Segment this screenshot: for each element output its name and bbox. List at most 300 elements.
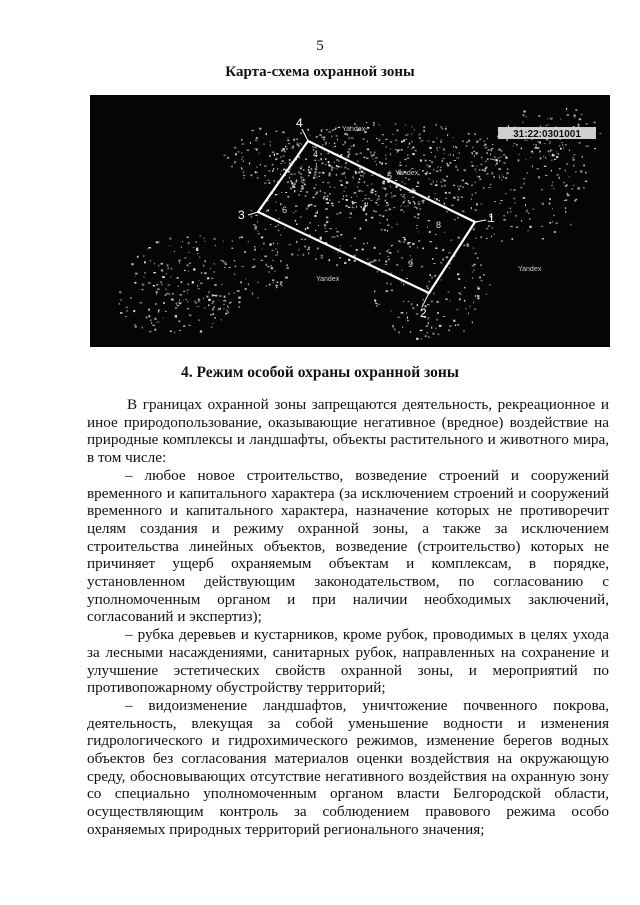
texture-speck	[431, 152, 432, 153]
texture-speck	[301, 185, 303, 187]
texture-speck	[411, 168, 413, 169]
texture-speck	[510, 226, 512, 227]
texture-speck	[241, 139, 242, 141]
texture-speck	[479, 169, 481, 170]
texture-speck	[290, 174, 292, 175]
texture-speck	[400, 241, 402, 242]
texture-speck	[268, 266, 270, 267]
texture-speck	[432, 333, 434, 335]
texture-speck	[434, 193, 435, 194]
texture-speck	[526, 140, 528, 141]
texture-speck	[223, 241, 224, 242]
texture-speck	[432, 258, 434, 260]
texture-speck	[428, 317, 430, 318]
texture-speck	[569, 176, 570, 178]
texture-speck	[263, 144, 265, 145]
texture-speck	[393, 327, 394, 329]
texture-speck	[458, 293, 460, 294]
texture-speck	[475, 133, 476, 135]
texture-speck	[162, 284, 163, 286]
texture-speck	[357, 161, 359, 162]
texture-speck	[551, 170, 552, 172]
texture-speck	[279, 218, 280, 219]
texture-speck	[243, 178, 244, 179]
texture-speck	[341, 174, 343, 175]
paragraph-intro: В границах охранной зоны запрещаются деятельность, рекреационное и иное природопользование, оказывающие негативное (вредное) воздействие на природные комплексы и ландшафты, объекты растительного и животного мира, в том числе:	[87, 396, 609, 467]
texture-speck	[357, 196, 358, 197]
texture-speck	[365, 128, 366, 129]
texture-speck	[566, 185, 568, 187]
texture-speck	[510, 189, 512, 190]
texture-speck	[356, 206, 357, 208]
texture-speck	[283, 155, 285, 157]
protection-zone-boundary	[258, 141, 475, 293]
texture-speck	[495, 159, 497, 161]
texture-speck	[359, 168, 361, 170]
texture-speck	[135, 326, 137, 328]
texture-speck	[582, 156, 583, 158]
texture-speck	[401, 182, 404, 183]
texture-speck	[443, 316, 445, 317]
texture-speck	[549, 155, 550, 156]
texture-speck	[364, 157, 366, 158]
texture-speck	[280, 163, 282, 164]
texture-speck	[264, 166, 267, 167]
region-label: 6	[282, 205, 288, 215]
texture-speck	[313, 177, 315, 179]
texture-speck	[228, 311, 229, 313]
texture-speck	[218, 300, 219, 301]
texture-speck	[326, 202, 328, 204]
texture-speck	[368, 198, 370, 199]
texture-speck	[448, 192, 451, 194]
texture-speck	[158, 265, 159, 267]
texture-speck	[458, 157, 460, 158]
texture-speck	[334, 162, 335, 163]
texture-speck	[351, 137, 354, 138]
texture-speck	[264, 256, 267, 258]
texture-speck	[183, 300, 184, 301]
texture-speck	[272, 260, 274, 261]
texture-speck	[304, 184, 306, 186]
texture-speck	[491, 236, 492, 237]
texture-speck	[294, 190, 295, 192]
texture-speck	[586, 123, 588, 124]
texture-speck	[379, 222, 380, 224]
texture-speck	[254, 249, 256, 251]
texture-speck	[424, 130, 425, 132]
texture-speck	[294, 174, 296, 175]
texture-speck	[298, 249, 299, 251]
texture-speck	[387, 230, 388, 232]
texture-speck	[472, 165, 474, 167]
texture-speck	[331, 136, 332, 138]
texture-speck	[286, 146, 288, 147]
texture-speck	[242, 156, 243, 157]
texture-speck	[455, 325, 456, 326]
texture-speck	[583, 164, 585, 166]
texture-speck	[463, 245, 465, 246]
texture-speck	[477, 286, 478, 287]
texture-speck	[479, 277, 481, 279]
texture-speck	[321, 153, 322, 155]
texture-speck	[334, 129, 336, 130]
texture-speck	[500, 148, 501, 149]
texture-speck	[421, 266, 424, 268]
texture-speck	[335, 128, 336, 130]
texture-speck	[444, 185, 446, 187]
texture-speck	[457, 186, 459, 187]
texture-speck	[371, 155, 373, 157]
texture-speck	[537, 168, 539, 169]
texture-speck	[241, 159, 242, 160]
texture-speck	[199, 306, 200, 307]
texture-speck	[472, 153, 473, 155]
texture-speck	[125, 316, 126, 317]
texture-speck	[200, 235, 201, 237]
texture-speck	[476, 203, 478, 205]
texture-speck	[388, 249, 389, 250]
texture-speck	[140, 302, 142, 303]
texture-speck	[581, 114, 583, 115]
texture-speck	[334, 146, 336, 147]
texture-speck	[307, 129, 309, 131]
texture-speck	[290, 169, 291, 170]
texture-speck	[488, 150, 489, 152]
texture-speck	[492, 144, 494, 145]
texture-speck	[390, 154, 391, 156]
texture-speck	[382, 134, 384, 135]
texture-speck	[484, 170, 485, 172]
texture-speck	[344, 172, 346, 173]
texture-speck	[301, 179, 302, 180]
texture-speck	[170, 276, 171, 278]
section-heading: 4. Режим особой охраны охранной зоны	[181, 364, 459, 381]
texture-speck	[386, 202, 388, 204]
texture-speck	[350, 213, 352, 215]
texture-speck	[382, 143, 384, 144]
texture-speck	[414, 207, 416, 208]
texture-speck	[445, 128, 447, 130]
texture-speck	[487, 138, 488, 140]
texture-speck	[479, 179, 481, 180]
texture-speck	[563, 182, 565, 183]
texture-speck	[394, 328, 396, 330]
texture-speck	[256, 137, 258, 138]
texture-speck	[189, 325, 191, 326]
texture-speck	[402, 270, 403, 271]
texture-speck	[326, 142, 327, 143]
texture-speck	[244, 251, 246, 252]
texture-speck	[411, 148, 412, 149]
texture-speck	[336, 264, 338, 266]
texture-speck	[181, 247, 182, 248]
texture-speck	[448, 252, 451, 253]
texture-speck	[320, 190, 321, 192]
texture-speck	[316, 166, 318, 168]
texture-speck	[133, 310, 135, 312]
texture-speck	[375, 202, 377, 203]
texture-speck	[437, 137, 438, 138]
texture-speck	[587, 146, 589, 147]
texture-speck	[457, 196, 459, 197]
texture-speck	[315, 168, 318, 170]
texture-speck	[461, 197, 463, 198]
texture-speck	[331, 169, 333, 171]
texture-speck	[472, 321, 473, 323]
texture-speck	[395, 144, 396, 145]
texture-speck	[315, 185, 317, 186]
texture-speck	[552, 208, 553, 210]
texture-speck	[444, 232, 445, 233]
texture-speck	[573, 157, 574, 159]
texture-speck	[510, 211, 512, 212]
texture-speck	[392, 325, 394, 327]
texture-speck	[594, 148, 596, 149]
texture-speck	[323, 198, 325, 200]
texture-speck	[449, 267, 451, 268]
texture-speck	[221, 319, 222, 320]
texture-speck	[189, 314, 192, 316]
texture-speck	[342, 198, 344, 200]
texture-speck	[380, 139, 381, 140]
texture-speck	[348, 154, 350, 156]
texture-speck	[473, 269, 474, 271]
texture-speck	[513, 146, 514, 147]
texture-speck	[556, 223, 558, 224]
texture-speck	[308, 175, 310, 176]
texture-speck	[206, 296, 208, 298]
texture-speck	[292, 147, 294, 149]
texture-speck	[178, 302, 180, 304]
texture-speck	[422, 201, 424, 203]
texture-speck	[419, 134, 421, 136]
texture-speck	[346, 134, 348, 136]
texture-speck	[439, 200, 440, 202]
texture-speck	[313, 197, 315, 198]
texture-speck	[516, 144, 518, 145]
texture-speck	[390, 186, 391, 188]
texture-speck	[361, 206, 362, 208]
texture-speck	[600, 133, 602, 134]
texture-speck	[272, 250, 274, 251]
texture-speck	[166, 273, 167, 274]
texture-speck	[289, 159, 291, 161]
texture-speck	[425, 160, 427, 162]
texture-speck	[268, 209, 269, 211]
texture-speck	[329, 199, 330, 201]
texture-speck	[211, 327, 213, 328]
texture-speck	[214, 263, 215, 264]
texture-speck	[404, 194, 405, 195]
texture-speck	[339, 257, 341, 258]
texture-speck	[220, 260, 222, 261]
texture-speck	[529, 218, 531, 219]
texture-speck	[549, 203, 551, 205]
texture-speck	[573, 159, 575, 161]
texture-speck	[494, 234, 495, 235]
texture-speck	[367, 185, 369, 186]
texture-speck	[315, 193, 317, 195]
texture-speck	[458, 197, 459, 198]
texture-speck	[252, 293, 253, 294]
texture-speck	[462, 187, 464, 189]
texture-speck	[397, 150, 399, 152]
place-label: Yandex	[518, 266, 542, 273]
texture-speck	[412, 126, 413, 128]
texture-speck	[161, 281, 162, 283]
texture-speck	[381, 163, 383, 165]
texture-speck	[353, 178, 354, 179]
texture-speck	[363, 139, 365, 140]
texture-speck	[565, 211, 566, 213]
texture-speck	[172, 293, 174, 295]
texture-speck	[243, 161, 244, 162]
texture-speck	[523, 121, 524, 123]
texture-speck	[234, 147, 236, 149]
texture-speck	[453, 320, 456, 322]
texture-speck	[575, 171, 577, 173]
texture-speck	[205, 307, 206, 309]
texture-speck	[321, 255, 323, 257]
texture-speck	[452, 137, 453, 138]
texture-speck	[277, 243, 278, 244]
texture-speck	[446, 126, 447, 127]
texture-speck	[269, 284, 271, 286]
texture-speck	[450, 154, 451, 156]
texture-speck	[274, 180, 276, 182]
texture-speck	[314, 205, 317, 207]
place-label: Yandex	[316, 276, 340, 283]
texture-speck	[322, 162, 324, 164]
texture-speck	[505, 193, 507, 194]
texture-speck	[417, 182, 419, 184]
texture-speck	[399, 165, 401, 166]
texture-speck	[184, 258, 186, 259]
texture-speck	[305, 228, 306, 230]
texture-speck	[358, 182, 361, 184]
texture-speck	[426, 332, 428, 333]
texture-speck	[218, 308, 221, 310]
texture-speck	[224, 296, 226, 298]
texture-speck	[222, 260, 224, 261]
texture-speck	[212, 278, 213, 279]
texture-speck	[193, 268, 195, 270]
texture-speck	[198, 299, 201, 300]
texture-speck	[430, 241, 432, 242]
texture-speck	[417, 217, 419, 218]
texture-speck	[390, 141, 392, 143]
texture-speck	[169, 238, 171, 240]
texture-speck	[579, 118, 582, 120]
texture-speck	[169, 246, 170, 247]
texture-speck	[277, 251, 278, 253]
texture-speck	[459, 298, 461, 300]
texture-speck	[407, 317, 408, 319]
texture-speck	[578, 187, 580, 189]
texture-speck	[551, 185, 553, 186]
texture-speck	[328, 161, 330, 163]
texture-speck	[554, 159, 556, 160]
texture-speck	[163, 318, 164, 319]
texture-speck	[280, 234, 281, 236]
texture-speck	[330, 173, 331, 175]
texture-speck	[562, 144, 563, 145]
texture-speck	[212, 303, 214, 304]
texture-speck	[437, 150, 438, 151]
texture-speck	[261, 237, 263, 239]
texture-speck	[286, 148, 288, 149]
texture-speck	[147, 248, 148, 249]
texture-speck	[514, 202, 515, 204]
paragraph-landscape: – видоизменение ландшафтов, уничтожение почвенного покрова, деятельность, влекущая за собой уменьшение водности и изменения гидрологического и гидрохимического режимов, изменение берегов водных объектов без согласования материалов оценки воздействия на окружающую среду, обосновывающих отсутствие негативного воздействия на охранную зону со специально уполномоченным органом власти Белгородской области, осуществляющим контроль за соблюдением правового режима особо охраняемых природных территорий регионального значения;	[87, 696, 609, 838]
texture-speck	[325, 227, 326, 229]
texture-speck	[255, 215, 257, 216]
texture-speck	[308, 166, 310, 168]
texture-speck	[379, 215, 380, 216]
texture-speck	[542, 203, 544, 205]
texture-speck	[462, 141, 463, 142]
texture-speck	[441, 186, 443, 187]
texture-speck	[154, 263, 155, 265]
texture-speck	[466, 141, 468, 143]
texture-speck	[253, 224, 255, 226]
texture-speck	[363, 209, 365, 211]
texture-speck	[231, 248, 233, 249]
texture-speck	[144, 262, 145, 264]
texture-speck	[401, 257, 402, 259]
texture-speck	[427, 227, 428, 228]
texture-speck	[445, 298, 447, 300]
texture-speck	[523, 111, 525, 113]
texture-speck	[397, 250, 398, 252]
texture-speck	[392, 245, 393, 246]
texture-speck	[354, 202, 357, 203]
texture-speck	[570, 224, 572, 226]
texture-speck	[473, 264, 476, 265]
texture-speck	[197, 306, 199, 307]
texture-speck	[126, 307, 128, 309]
texture-speck	[199, 257, 200, 258]
texture-speck	[204, 260, 206, 262]
texture-speck	[212, 323, 213, 324]
texture-speck	[302, 177, 303, 178]
texture-speck	[185, 299, 187, 300]
texture-speck	[311, 168, 313, 170]
texture-speck	[158, 310, 160, 312]
texture-speck	[285, 192, 287, 193]
texture-speck	[314, 171, 316, 172]
texture-speck	[460, 294, 462, 295]
texture-speck	[397, 224, 399, 225]
texture-speck	[157, 288, 160, 290]
texture-speck	[494, 176, 495, 178]
texture-speck	[385, 264, 387, 265]
texture-speck	[531, 151, 533, 153]
texture-speck	[338, 166, 340, 168]
texture-speck	[302, 165, 303, 167]
texture-speck	[176, 304, 177, 306]
texture-speck	[355, 171, 356, 172]
texture-speck	[300, 216, 302, 217]
texture-speck	[371, 189, 373, 191]
texture-speck	[168, 285, 171, 286]
texture-speck	[402, 327, 403, 329]
texture-speck	[308, 247, 310, 249]
texture-speck	[432, 301, 433, 302]
texture-speck	[375, 300, 377, 302]
texture-speck	[543, 156, 544, 157]
